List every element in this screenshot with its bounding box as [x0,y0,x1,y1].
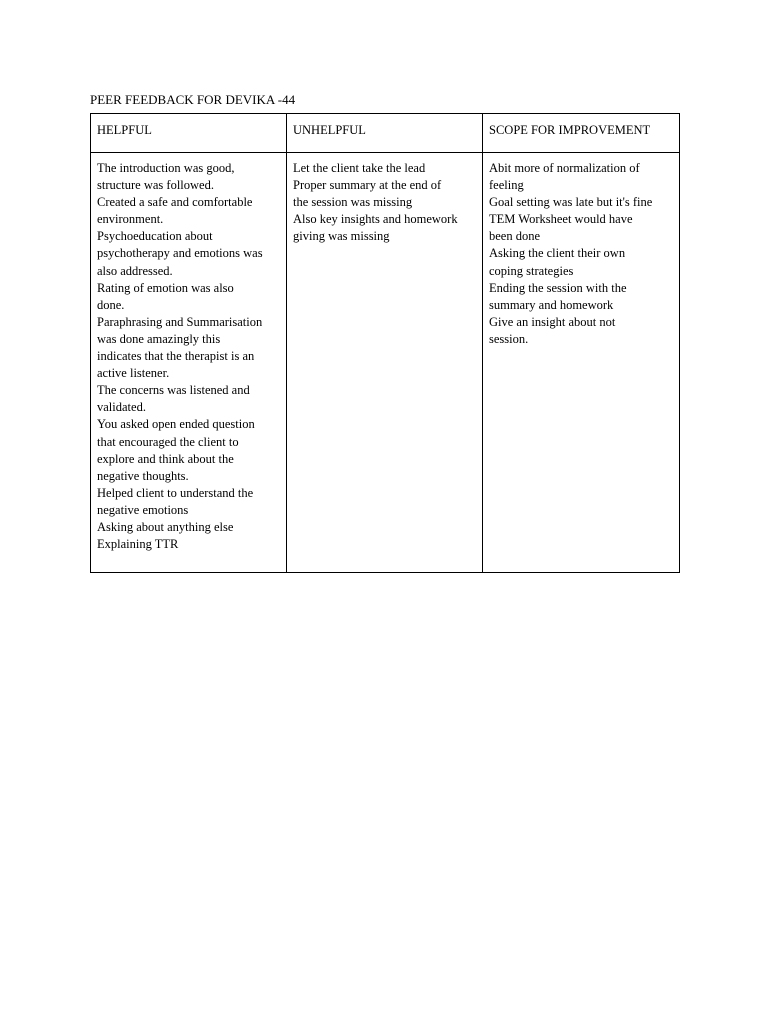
helpful-line: that encouraged the client to [97,434,239,449]
feedback-table [90,113,680,573]
unhelpful-line: Also key insights and homework [293,212,458,227]
improvement-line: summary and homework [489,297,614,312]
unhelpful-line: Let the client take the lead [293,161,426,175]
helpful-line: indicates that the therapist is an [97,349,255,364]
helpful-line: The concerns was listened and [97,383,250,398]
improvement-line: Abit more of normalization of [489,161,640,175]
header-helpful: HELPFUL [91,114,287,153]
helpful-line: validated. [97,400,146,415]
improvement-cell [483,153,680,573]
document-title: PEER FEEDBACK FOR DEVIKA -44 [90,92,296,107]
helpful-line: psychotherapy and emotions was [97,246,263,261]
helpful-line: explore and think about the [97,451,234,466]
header-scope-for-improvement: SCOPE FOR IMPROVEMENT [483,114,680,153]
improvement-line: session. [489,331,529,346]
helpful-cell [91,153,287,573]
unhelpful-cell [287,153,483,573]
helpful-line: was done amazingly this [97,331,221,346]
unhelpful-line: Proper summary at the end of [293,178,442,193]
helpful-line: structure was followed. [97,178,214,193]
improvement-line: TEM Worksheet would have [489,212,633,227]
unhelpful-line: giving was missing [293,229,390,244]
improvement-line: Ending the session with the [489,280,627,295]
helpful-line: Asking about anything else [97,519,234,534]
helpful-line: environment. [97,212,164,227]
improvement-line: been done [489,229,541,244]
helpful-line: Rating of emotion was also [97,280,234,295]
helpful-line: negative thoughts. [97,468,189,483]
helpful-line: You asked open ended question [97,417,255,432]
improvement-line: coping strategies [489,263,574,278]
helpful-line: also addressed. [97,263,173,278]
unhelpful-line: the session was missing [293,195,413,210]
helpful-line: Paraphrasing and Summarisation [97,314,263,329]
helpful-line: Created a safe and comfortable [97,195,253,210]
table-header-row [91,114,680,153]
header-unhelpful: UNHELPFUL [287,114,483,153]
improvement-line: Asking the client their own [489,246,626,261]
helpful-line: active listener. [97,366,170,381]
helpful-line: done. [97,297,125,312]
helpful-line: The introduction was good, [97,161,235,175]
helpful-line: Helped client to understand the [97,485,254,500]
table-row [91,153,680,573]
improvement-line: Give an insight about not [489,314,616,329]
improvement-line: Goal setting was late but it's fine [489,195,653,210]
helpful-line: Explaining TTR [97,537,179,552]
improvement-line: feeling [489,178,524,193]
helpful-line: negative emotions [97,502,189,517]
helpful-line: Psychoeducation about [97,229,213,244]
